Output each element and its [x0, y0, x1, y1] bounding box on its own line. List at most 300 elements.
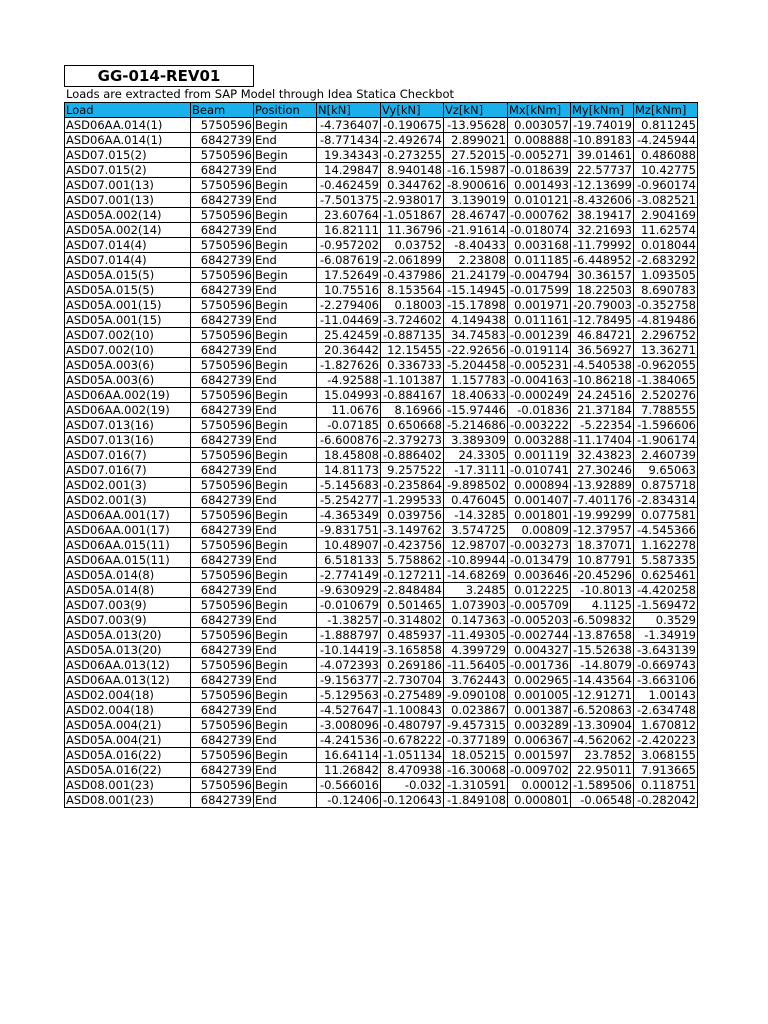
- table-cell: Begin: [254, 268, 317, 283]
- table-row: [65, 343, 698, 358]
- table-cell: -0.010741: [508, 463, 571, 478]
- table-cell: -13.92889: [571, 478, 634, 493]
- table-cell: Begin: [254, 628, 317, 643]
- table-cell: -4.540538: [571, 358, 634, 373]
- table-cell: 0.03752: [381, 238, 444, 253]
- table-cell: 24.24516: [571, 388, 634, 403]
- table-cell: -1.101387: [381, 373, 444, 388]
- table-row: [65, 523, 698, 538]
- table-cell: ASD07.001(13): [65, 193, 191, 208]
- table-cell: Begin: [254, 418, 317, 433]
- table-cell: -12.91271: [571, 688, 634, 703]
- column-header: Position: [254, 103, 317, 118]
- table-cell: ASD05A.003(6): [65, 373, 191, 388]
- table-cell: 0.012225: [508, 583, 571, 598]
- table-row: [65, 478, 698, 493]
- table-cell: 6842739: [191, 373, 254, 388]
- table-cell: -13.87658: [571, 628, 634, 643]
- table-cell: 25.42459: [317, 328, 381, 343]
- table-cell: -8.432606: [571, 193, 634, 208]
- table-cell: ASD07.013(16): [65, 433, 191, 448]
- table-cell: 0.001801: [508, 508, 571, 523]
- table-cell: ASD08.001(23): [65, 793, 191, 808]
- table-row: [65, 628, 698, 643]
- table-cell: 21.24179: [444, 268, 508, 283]
- table-cell: 0.001387: [508, 703, 571, 718]
- table-cell: ASD07.014(4): [65, 253, 191, 268]
- table-cell: 2.460739: [634, 448, 698, 463]
- table-cell: 5750596: [191, 658, 254, 673]
- table-cell: 12.98707: [444, 538, 508, 553]
- table-cell: 0.011161: [508, 313, 571, 328]
- table-cell: -1.051134: [381, 748, 444, 763]
- table-cell: ASD06AA.014(1): [65, 118, 191, 133]
- table-cell: 6842739: [191, 403, 254, 418]
- table-cell: 19.34343: [317, 148, 381, 163]
- table-cell: 0.486088: [634, 148, 698, 163]
- table-cell: ASD05A.004(21): [65, 733, 191, 748]
- table-cell: -2.730704: [381, 673, 444, 688]
- table-cell: 17.52649: [317, 268, 381, 283]
- table-cell: -15.52638: [571, 643, 634, 658]
- table-cell: -0.235864: [381, 478, 444, 493]
- table-cell: 5750596: [191, 388, 254, 403]
- table-cell: ASD07.002(10): [65, 343, 191, 358]
- table-cell: -13.95628: [444, 118, 508, 133]
- table-cell: 6842739: [191, 163, 254, 178]
- table-cell: -0.886402: [381, 448, 444, 463]
- table-cell: 0.336733: [381, 358, 444, 373]
- table-cell: 5750596: [191, 118, 254, 133]
- table-cell: -4.241536: [317, 733, 381, 748]
- table-cell: 0.18003: [381, 298, 444, 313]
- table-cell: -2.848484: [381, 583, 444, 598]
- column-header: Mz[kNm]: [634, 103, 698, 118]
- table-cell: 32.43823: [571, 448, 634, 463]
- table-cell: 6842739: [191, 493, 254, 508]
- table-cell: 5750596: [191, 208, 254, 223]
- table-cell: -6.600876: [317, 433, 381, 448]
- column-header: Beam: [191, 103, 254, 118]
- table-cell: Begin: [254, 358, 317, 373]
- table-row: [65, 778, 698, 793]
- table-cell: 5750596: [191, 688, 254, 703]
- table-cell: -0.480797: [381, 718, 444, 733]
- table-cell: 22.57737: [571, 163, 634, 178]
- table-cell: End: [254, 673, 317, 688]
- table-cell: 0.00809: [508, 523, 571, 538]
- table-cell: Begin: [254, 598, 317, 613]
- table-cell: 14.81173: [317, 463, 381, 478]
- table-cell: 10.42775: [634, 163, 698, 178]
- table-cell: ASD02.001(3): [65, 478, 191, 493]
- table-cell: -0.437986: [381, 268, 444, 283]
- table-cell: ASD05A.014(8): [65, 583, 191, 598]
- table-cell: 0.147363: [444, 613, 508, 628]
- table-cell: 16.64114: [317, 748, 381, 763]
- table-cell: -5.145683: [317, 478, 381, 493]
- table-cell: Begin: [254, 658, 317, 673]
- table-cell: 6842739: [191, 313, 254, 328]
- table-cell: End: [254, 583, 317, 598]
- table-cell: -1.100843: [381, 703, 444, 718]
- table-cell: End: [254, 343, 317, 358]
- table-cell: -9.156377: [317, 673, 381, 688]
- table-cell: ASD06AA.002(19): [65, 403, 191, 418]
- table-cell: 0.344762: [381, 178, 444, 193]
- table-cell: 0.650668: [381, 418, 444, 433]
- table-cell: 21.37184: [571, 403, 634, 418]
- table-cell: 23.7852: [571, 748, 634, 763]
- table-cell: ASD06AA.013(12): [65, 658, 191, 673]
- table-cell: -10.89944: [444, 553, 508, 568]
- table-cell: Begin: [254, 478, 317, 493]
- table-cell: 15.04993: [317, 388, 381, 403]
- table-cell: 18.22503: [571, 283, 634, 298]
- table-cell: -0.678222: [381, 733, 444, 748]
- table-cell: -8.771434: [317, 133, 381, 148]
- table-cell: 1.670812: [634, 718, 698, 733]
- table-row: [65, 688, 698, 703]
- table-cell: 5750596: [191, 238, 254, 253]
- table-cell: ASD05A.015(5): [65, 268, 191, 283]
- table-cell: 1.093505: [634, 268, 698, 283]
- table-row: [65, 493, 698, 508]
- table-cell: -3.149762: [381, 523, 444, 538]
- table-cell: 46.84721: [571, 328, 634, 343]
- table-cell: -5.22354: [571, 418, 634, 433]
- table-cell: 0.476045: [444, 493, 508, 508]
- table-cell: 4.149438: [444, 313, 508, 328]
- table-cell: 5750596: [191, 718, 254, 733]
- table-row: [65, 508, 698, 523]
- table-row: [65, 208, 698, 223]
- table-cell: -0.018639: [508, 163, 571, 178]
- table-cell: 6842739: [191, 133, 254, 148]
- table-cell: 7.913665: [634, 763, 698, 778]
- table-cell: 6842739: [191, 193, 254, 208]
- table-cell: 5750596: [191, 298, 254, 313]
- table-header-row: [65, 103, 698, 118]
- table-row: [65, 178, 698, 193]
- table-cell: -0.07185: [317, 418, 381, 433]
- table-cell: 0.018044: [634, 238, 698, 253]
- table-cell: 18.37071: [571, 538, 634, 553]
- table-cell: 27.52015: [444, 148, 508, 163]
- table-cell: 0.000894: [508, 478, 571, 493]
- table-cell: 0.269186: [381, 658, 444, 673]
- table-cell: -0.957202: [317, 238, 381, 253]
- table-row: [65, 253, 698, 268]
- table-row: [65, 538, 698, 553]
- table-cell: 6842739: [191, 733, 254, 748]
- table-cell: ASD05A.013(20): [65, 643, 191, 658]
- table-cell: -10.14419: [317, 643, 381, 658]
- table-cell: -6.087619: [317, 253, 381, 268]
- table-cell: -0.960174: [634, 178, 698, 193]
- table-cell: -20.45296: [571, 568, 634, 583]
- table-row: [65, 223, 698, 238]
- table-cell: ASD05A.016(22): [65, 748, 191, 763]
- table-cell: 2.520276: [634, 388, 698, 403]
- table-row: [65, 793, 698, 808]
- table-cell: 0.023867: [444, 703, 508, 718]
- table-cell: End: [254, 793, 317, 808]
- table-cell: 12.15455: [381, 343, 444, 358]
- table-cell: -3.663106: [634, 673, 698, 688]
- table-cell: ASD06AA.015(11): [65, 553, 191, 568]
- table-cell: -2.279406: [317, 298, 381, 313]
- table-cell: -0.018074: [508, 223, 571, 238]
- table-cell: ASD07.001(13): [65, 178, 191, 193]
- table-cell: -15.14945: [444, 283, 508, 298]
- table-cell: Begin: [254, 208, 317, 223]
- table-cell: 0.008888: [508, 133, 571, 148]
- table-cell: -20.79003: [571, 298, 634, 313]
- table-cell: -2.834314: [634, 493, 698, 508]
- table-cell: -2.683292: [634, 253, 698, 268]
- table-cell: -0.377189: [444, 733, 508, 748]
- table-cell: 0.000801: [508, 793, 571, 808]
- table-cell: -11.79992: [571, 238, 634, 253]
- table-cell: 0.811245: [634, 118, 698, 133]
- table-cell: 6842739: [191, 553, 254, 568]
- table-cell: ASD05A.016(22): [65, 763, 191, 778]
- table-cell: 2.904169: [634, 208, 698, 223]
- table-cell: 38.19417: [571, 208, 634, 223]
- table-cell: End: [254, 463, 317, 478]
- table-cell: -6.520863: [571, 703, 634, 718]
- table-cell: ASD07.002(10): [65, 328, 191, 343]
- table-cell: End: [254, 253, 317, 268]
- table-cell: -0.462459: [317, 178, 381, 193]
- table-row: [65, 238, 698, 253]
- table-row: [65, 268, 698, 283]
- table-cell: Begin: [254, 328, 317, 343]
- table-cell: -5.204458: [444, 358, 508, 373]
- table-cell: -0.190675: [381, 118, 444, 133]
- table-cell: ASD06AA.014(1): [65, 133, 191, 148]
- table-cell: Begin: [254, 748, 317, 763]
- table-cell: 5750596: [191, 538, 254, 553]
- table-cell: Begin: [254, 178, 317, 193]
- table-cell: 0.001407: [508, 493, 571, 508]
- table-cell: -0.003222: [508, 418, 571, 433]
- table-cell: -8.900616: [444, 178, 508, 193]
- table-cell: -8.40433: [444, 238, 508, 253]
- table-cell: -0.282042: [634, 793, 698, 808]
- table-cell: 2.23808: [444, 253, 508, 268]
- table-cell: -0.010679: [317, 598, 381, 613]
- table-cell: -15.17898: [444, 298, 508, 313]
- table-cell: 5750596: [191, 448, 254, 463]
- table-cell: ASD05A.014(8): [65, 568, 191, 583]
- table-row: [65, 763, 698, 778]
- table-cell: -0.566016: [317, 778, 381, 793]
- table-cell: -0.005271: [508, 148, 571, 163]
- column-header: N[kN]: [317, 103, 381, 118]
- table-row: [65, 403, 698, 418]
- table-cell: -3.008096: [317, 718, 381, 733]
- table-cell: 0.039756: [381, 508, 444, 523]
- table-row: [65, 718, 698, 733]
- table-cell: -1.906174: [634, 433, 698, 448]
- table-cell: -2.492674: [381, 133, 444, 148]
- table-cell: -14.68269: [444, 568, 508, 583]
- table-cell: -4.562062: [571, 733, 634, 748]
- table-cell: -15.97446: [444, 403, 508, 418]
- table-row: [65, 373, 698, 388]
- table-cell: ASD05A.002(14): [65, 223, 191, 238]
- table-cell: 11.26842: [317, 763, 381, 778]
- table-cell: End: [254, 643, 317, 658]
- table-cell: 0.003057: [508, 118, 571, 133]
- table-cell: -0.423756: [381, 538, 444, 553]
- table-cell: ASD07.016(7): [65, 463, 191, 478]
- table-cell: Begin: [254, 238, 317, 253]
- table-cell: 0.485937: [381, 628, 444, 643]
- table-cell: 5750596: [191, 598, 254, 613]
- table-cell: -2.774149: [317, 568, 381, 583]
- table-cell: 6842739: [191, 523, 254, 538]
- document-title: GG-014-REV01: [64, 65, 254, 87]
- table-cell: 8.940148: [381, 163, 444, 178]
- table-cell: 6842739: [191, 283, 254, 298]
- table-cell: -6.448952: [571, 253, 634, 268]
- table-cell: 16.82111: [317, 223, 381, 238]
- table-cell: -0.004794: [508, 268, 571, 283]
- table-cell: -0.001239: [508, 328, 571, 343]
- table-cell: 14.29847: [317, 163, 381, 178]
- table-cell: 34.74583: [444, 328, 508, 343]
- table-cell: 5750596: [191, 478, 254, 493]
- table-cell: ASD06AA.001(17): [65, 508, 191, 523]
- table-cell: -21.91614: [444, 223, 508, 238]
- table-cell: -0.962055: [634, 358, 698, 373]
- table-cell: 1.157783: [444, 373, 508, 388]
- table-cell: -0.06548: [571, 793, 634, 808]
- table-cell: 28.46747: [444, 208, 508, 223]
- table-cell: End: [254, 763, 317, 778]
- table-cell: 1.073903: [444, 598, 508, 613]
- table-row: [65, 193, 698, 208]
- table-cell: -0.273255: [381, 148, 444, 163]
- loads-table: [64, 102, 698, 808]
- table-row: [65, 298, 698, 313]
- table-cell: 6842739: [191, 703, 254, 718]
- table-cell: 6.518133: [317, 553, 381, 568]
- table-cell: Begin: [254, 298, 317, 313]
- table-cell: -3.643139: [634, 643, 698, 658]
- table-cell: -0.013479: [508, 553, 571, 568]
- table-cell: End: [254, 493, 317, 508]
- table-cell: -4.545366: [634, 523, 698, 538]
- table-cell: 0.006367: [508, 733, 571, 748]
- table-cell: -1.34919: [634, 628, 698, 643]
- table-cell: -1.051867: [381, 208, 444, 223]
- table-cell: -10.8013: [571, 583, 634, 598]
- table-cell: End: [254, 523, 317, 538]
- table-cell: 4.399729: [444, 643, 508, 658]
- table-cell: -0.003273: [508, 538, 571, 553]
- table-cell: 3.2485: [444, 583, 508, 598]
- table-row: [65, 418, 698, 433]
- table-cell: 10.87791: [571, 553, 634, 568]
- table-cell: -0.352758: [634, 298, 698, 313]
- table-cell: ASD05A.004(21): [65, 718, 191, 733]
- table-row: [65, 673, 698, 688]
- table-cell: 30.36157: [571, 268, 634, 283]
- table-cell: 6842739: [191, 343, 254, 358]
- table-cell: ASD05A.013(20): [65, 628, 191, 643]
- table-cell: 24.3305: [444, 448, 508, 463]
- table-cell: 1.00143: [634, 688, 698, 703]
- table-cell: -0.002744: [508, 628, 571, 643]
- table-cell: ASD07.013(16): [65, 418, 191, 433]
- table-cell: -7.501375: [317, 193, 381, 208]
- table-cell: End: [254, 403, 317, 418]
- table-cell: End: [254, 133, 317, 148]
- table-cell: Begin: [254, 688, 317, 703]
- table-cell: -1.827626: [317, 358, 381, 373]
- table-cell: 0.077581: [634, 508, 698, 523]
- table-cell: 5750596: [191, 508, 254, 523]
- table-row: [65, 133, 698, 148]
- table-cell: -4.819486: [634, 313, 698, 328]
- table-cell: ASD07.016(7): [65, 448, 191, 463]
- table-cell: -11.49305: [444, 628, 508, 643]
- column-header: My[kNm]: [571, 103, 634, 118]
- table-row: [65, 448, 698, 463]
- table-cell: 0.003168: [508, 238, 571, 253]
- table-cell: End: [254, 223, 317, 238]
- table-cell: 6842739: [191, 613, 254, 628]
- table-row: [65, 118, 698, 133]
- table-cell: -9.457315: [444, 718, 508, 733]
- table-cell: -1.849108: [444, 793, 508, 808]
- table-row: [65, 553, 698, 568]
- table-cell: -3.082521: [634, 193, 698, 208]
- table-cell: 3.574725: [444, 523, 508, 538]
- table-cell: End: [254, 163, 317, 178]
- document-subtitle: Loads are extracted from SAP Model through Idea Statica Checkbot: [66, 87, 455, 101]
- table-row: [65, 643, 698, 658]
- table-cell: -2.379273: [381, 433, 444, 448]
- table-cell: 0.003646: [508, 568, 571, 583]
- table-cell: -1.888797: [317, 628, 381, 643]
- table-cell: Begin: [254, 568, 317, 583]
- table-cell: -0.004163: [508, 373, 571, 388]
- table-cell: 11.0676: [317, 403, 381, 418]
- table-cell: -1.569472: [634, 598, 698, 613]
- table-cell: 0.875718: [634, 478, 698, 493]
- table-cell: Begin: [254, 118, 317, 133]
- column-header: Vz[kN]: [444, 103, 508, 118]
- column-header: Vy[kN]: [381, 103, 444, 118]
- table-cell: -22.92656: [444, 343, 508, 358]
- table-cell: -0.000762: [508, 208, 571, 223]
- table-cell: -9.898502: [444, 478, 508, 493]
- table-cell: 32.21693: [571, 223, 634, 238]
- table-cell: 6842739: [191, 223, 254, 238]
- table-cell: End: [254, 193, 317, 208]
- table-cell: 5.758862: [381, 553, 444, 568]
- table-cell: End: [254, 613, 317, 628]
- table-cell: 18.40633: [444, 388, 508, 403]
- table-cell: -0.127211: [381, 568, 444, 583]
- table-row: [65, 148, 698, 163]
- table-row: [65, 568, 698, 583]
